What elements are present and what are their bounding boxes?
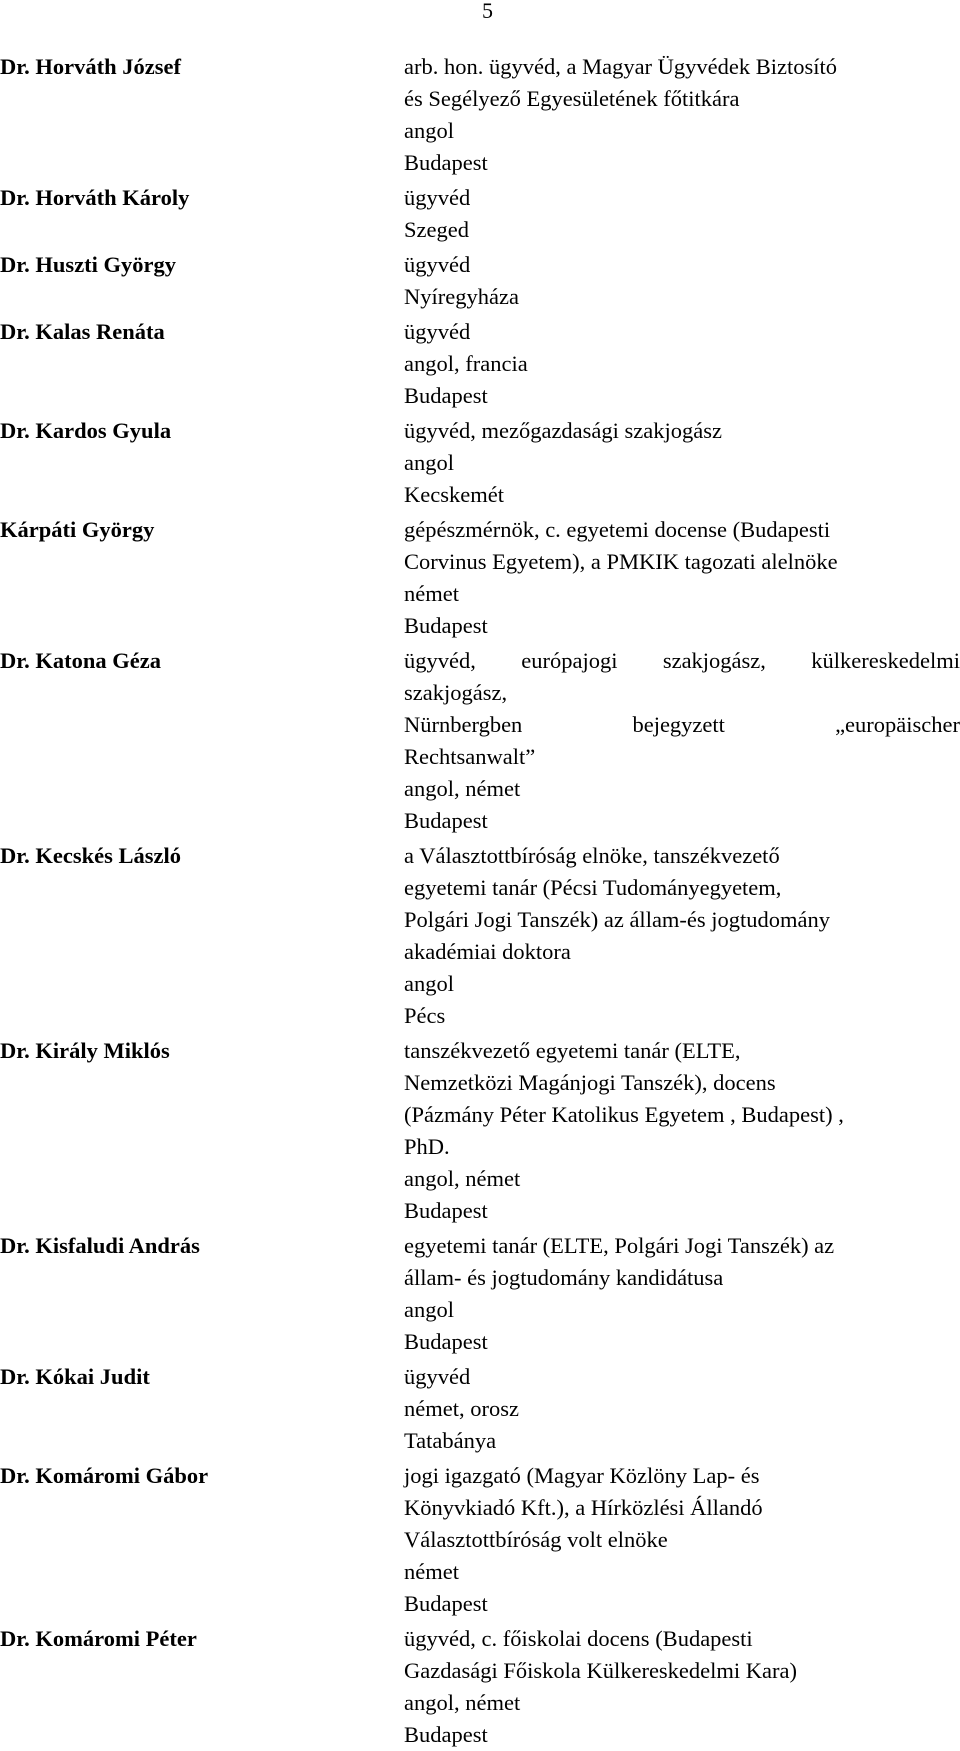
member-name: Kárpáti György bbox=[0, 517, 155, 542]
member-details bbox=[404, 514, 960, 642]
detail-line: német bbox=[404, 581, 459, 606]
member-details bbox=[404, 415, 960, 511]
detail-line: arb. hon. ügyvéd, a Magyar Ügyvédek Biztosító bbox=[404, 54, 838, 79]
detail-line: Szeged bbox=[404, 217, 469, 242]
member-details bbox=[404, 645, 960, 837]
member-details bbox=[404, 840, 960, 1032]
member-name: Dr. Kalas Renáta bbox=[0, 319, 165, 344]
detail-line: német, orosz bbox=[404, 1396, 519, 1421]
detail-line: PhD. bbox=[404, 1134, 450, 1159]
detail-line: német bbox=[404, 1559, 459, 1584]
member-entry bbox=[0, 1035, 960, 1227]
detail-line: angol, német bbox=[404, 1690, 521, 1715]
member-entry bbox=[0, 1623, 960, 1751]
member-name: Dr. Kardos Gyula bbox=[0, 418, 172, 443]
detail-line: angol, német bbox=[404, 776, 521, 801]
detail-line: Választottbíróság volt elnöke bbox=[404, 1527, 668, 1552]
detail-line: tanszékvezető egyetemi tanár (ELTE, bbox=[404, 1038, 741, 1063]
detail-line: Budapest bbox=[404, 150, 488, 175]
detail-line: Tatabánya bbox=[404, 1428, 497, 1453]
member-details bbox=[404, 316, 960, 412]
detail-line: ügyvéd bbox=[404, 1364, 471, 1389]
member-name: Dr. Komáromi Gábor bbox=[0, 1463, 209, 1488]
member-details bbox=[404, 1623, 960, 1751]
detail-line: Rechtsanwalt” bbox=[404, 744, 536, 769]
member-name: Dr. Komáromi Péter bbox=[0, 1626, 197, 1651]
detail-line: Budapest bbox=[404, 1591, 488, 1616]
member-entry bbox=[0, 840, 960, 1032]
member-entry bbox=[0, 514, 960, 642]
member-details bbox=[404, 51, 960, 179]
detail-line: Nürnbergben bejegyzett „europäischer bbox=[404, 712, 960, 737]
detail-line: Nyíregyháza bbox=[404, 284, 519, 309]
detail-line: Budapest bbox=[404, 613, 488, 638]
detail-line: Budapest bbox=[404, 1722, 488, 1747]
detail-line: ügyvéd, európajogi szakjogász, külkereskedelmi bbox=[404, 648, 960, 673]
detail-line: (Pázmány Péter Katolikus Egyetem , Budapest) , bbox=[404, 1102, 844, 1127]
member-details bbox=[404, 249, 960, 313]
detail-line: Pécs bbox=[404, 1003, 446, 1028]
member-entry bbox=[0, 415, 960, 511]
page-number: 5 bbox=[482, 0, 493, 23]
member-name: Dr. Horváth József bbox=[0, 54, 182, 79]
detail-line: angol bbox=[404, 118, 454, 143]
detail-line: angol bbox=[404, 1297, 454, 1322]
detail-line: gépészmérnök, c. egyetemi docense (Budapesti bbox=[404, 517, 831, 542]
detail-line: angol, francia bbox=[404, 351, 528, 376]
member-entry bbox=[0, 51, 960, 179]
member-details bbox=[404, 1361, 960, 1457]
member-details bbox=[404, 1035, 960, 1227]
member-list bbox=[0, 51, 960, 1751]
member-details bbox=[404, 1230, 960, 1358]
detail-line: Könyvkiadó Kft.), a Hírközlési Állandó bbox=[404, 1495, 763, 1520]
detail-line: ügyvéd bbox=[404, 252, 471, 277]
detail-line: Budapest bbox=[404, 1329, 488, 1354]
detail-line: egyetemi tanár (Pécsi Tudományegyetem, bbox=[404, 875, 782, 900]
member-entry bbox=[0, 1460, 960, 1620]
detail-line: és Segélyező Egyesületének főtitkára bbox=[404, 86, 740, 111]
member-name: Dr. Huszti György bbox=[0, 252, 177, 277]
detail-line: Budapest bbox=[404, 808, 488, 833]
member-entry bbox=[0, 249, 960, 313]
member-entry bbox=[0, 316, 960, 412]
detail-line: Polgári Jogi Tanszék) az állam-és jogtudomány bbox=[404, 907, 831, 932]
detail-line: ügyvéd bbox=[404, 185, 471, 210]
detail-line: állam- és jogtudomány kandidátusa bbox=[404, 1265, 724, 1290]
detail-line: jogi igazgató (Magyar Közlöny Lap- és bbox=[404, 1463, 760, 1488]
detail-line: Budapest bbox=[404, 383, 488, 408]
member-name: Dr. Kecskés László bbox=[0, 843, 182, 868]
detail-line: Kecskemét bbox=[404, 482, 504, 507]
member-entry bbox=[0, 1361, 960, 1457]
detail-line: angol, német bbox=[404, 1166, 521, 1191]
member-name: Dr. Horváth Károly bbox=[0, 185, 190, 210]
member-name: Dr. Kisfaludi András bbox=[0, 1233, 200, 1258]
detail-line: ügyvéd, c. főiskolai docens (Budapesti bbox=[404, 1626, 753, 1651]
member-name: Dr. Katona Géza bbox=[0, 648, 162, 673]
detail-line: szakjogász, bbox=[404, 680, 508, 705]
member-entry bbox=[0, 1230, 960, 1358]
member-details bbox=[404, 182, 960, 246]
detail-line: a Választottbíróság elnöke, tanszékvezető bbox=[404, 843, 780, 868]
detail-line: angol bbox=[404, 971, 454, 996]
detail-line: ügyvéd, mezőgazdasági szakjogász bbox=[404, 418, 722, 443]
detail-line: Corvinus Egyetem), a PMKIK tagozati alelnöke bbox=[404, 549, 838, 574]
detail-line: Nemzetközi Magánjogi Tanszék), docens bbox=[404, 1070, 776, 1095]
member-name: Dr. Király Miklós bbox=[0, 1038, 170, 1063]
member-details bbox=[404, 1460, 960, 1620]
detail-line: Budapest bbox=[404, 1198, 488, 1223]
detail-line: akadémiai doktora bbox=[404, 939, 571, 964]
member-name: Dr. Kókai Judit bbox=[0, 1364, 150, 1389]
member-entry bbox=[0, 645, 960, 837]
detail-line: egyetemi tanár (ELTE, Polgári Jogi Tanszék) az bbox=[404, 1233, 835, 1258]
detail-line: Gazdasági Főiskola Külkereskedelmi Kara) bbox=[404, 1658, 797, 1683]
detail-line: ügyvéd bbox=[404, 319, 471, 344]
member-entry bbox=[0, 182, 960, 246]
detail-line: angol bbox=[404, 450, 454, 475]
